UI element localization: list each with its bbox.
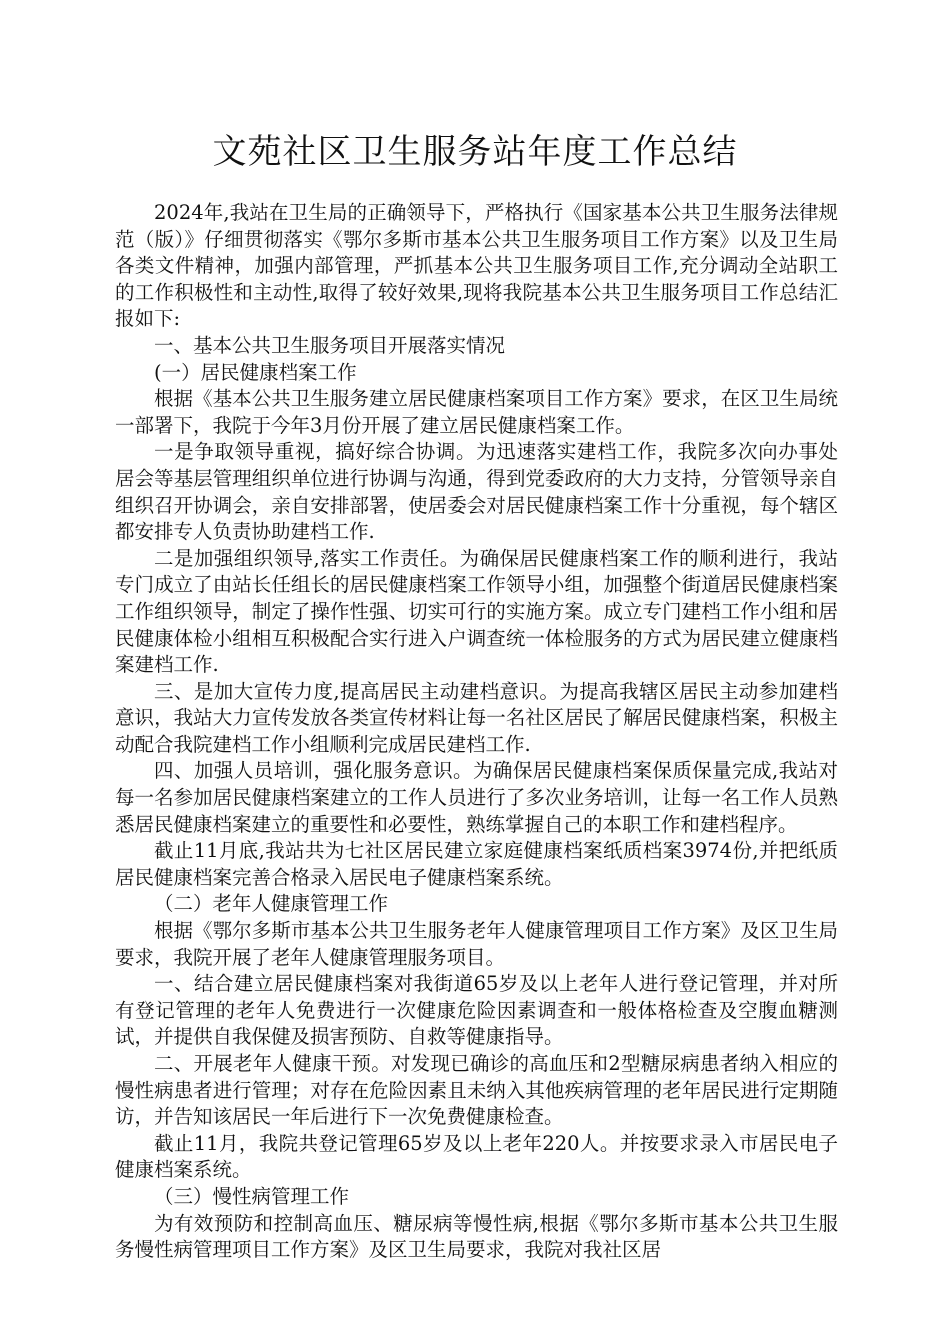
document-title: 文苑社区卫生服务站年度工作总结 <box>212 132 738 172</box>
paragraph: 二是加强组织领导,落实工作责任。为确保居民健康档案工作的顺利进行，我站专门成立了由站长任组长的居民健康档案工作领导小组，加强整个街道居民健康档案工作组织领导，制定了操作性强、切实可行的实施方案。成立专门建档工作小组和居民健康体检小组相互积极配合实行进入户调查统一体检服务的方式为居民建立健康档案建档工作. <box>115 546 838 677</box>
document-body <box>115 200 838 1264</box>
paragraph: 为有效预防和控制高血压、糖尿病等慢性病,根据《鄂尔多斯市基本公共卫生服务慢性病管理项目工作方案》及区卫生局要求，我院对我社区居 <box>115 1211 838 1262</box>
paragraph: 一是争取领导重视，搞好综合协调。为迅速落实建档工作，我院多次向办事处 居会等基层管理组织单位进行协调与沟通，得到党委政府的大力支持，分管领导亲自组织召开协调会，亲自安排部署，使居委会对居民健康档案工作十分重视，每个辖区都安排专人负责协助建档工作. <box>115 440 838 544</box>
paragraph: 根据《基本公共卫生服务建立居民健康档案项目工作方案》要求，在区卫生局统一部署下，我院于今年3月份开展了建立居民健康档案工作。 <box>115 387 838 437</box>
paragraph: 截止11月底,我站共为七社区居民建立家庭健康档案纸质档案3974份,并把纸质居民健康档案完善合格录入居民电子健康档案系统。 <box>115 839 838 889</box>
section-heading-1: 一、基本公共卫生服务项目开展落实情况 <box>154 333 506 357</box>
paragraph: 截止11月，我院共登记管理65岁及以上老年220人。并按要求录入市居民电子健康档案系统。 <box>115 1131 838 1182</box>
paragraph: 四、加强人员培训，强化服务意识。为确保居民健康档案保质保量完成,我站对每一名参加居民健康档案建立的工作人员进行了多次业务培训，让每一名工作人员熟悉居民健康档案建立的重要性和必要性，熟练掌握自己的本职工作和建档程序。 <box>115 759 838 836</box>
subsection-heading-health-records: (一）居民健康档案工作 <box>154 360 357 384</box>
subsection-heading-chronic-disease: （三）慢性病管理工作 <box>154 1184 350 1208</box>
paragraph: 根据《鄂尔多斯市基本公共卫生服务老年人健康管理项目工作方案》及区卫生局要求，我院开展了老年人健康管理服务项目。 <box>115 919 838 969</box>
paragraph: 二、开展老年人健康干预。对发现已确诊的高血压和2型糖尿病患者纳入相应的慢性病患者进行管理；对存在危险因素且未纳入其他疾病管理的老年居民进行定期随访，并告知该居民一年后进行下一次免费健康检查。 <box>115 1052 838 1129</box>
paragraph-intro: 2024年,我站在卫生局的正确领导下，严格执行《国家基本公共卫生服务法律规范（版）》仔细贯彻落实《鄂尔多斯市基本公共卫生服务项目工作方案》以及卫生局各类文件精神，加强内部管理，严抓基本公共卫生服务项目工作,充分调动全站职工的工作积极性和主动性,取得了较好效果,现将我院基本公共卫生服务项目工作总结汇报如下: <box>115 201 838 331</box>
paragraph: 三、是加大宣传力度,提高居民主动建档意识。为提高我辖区居民主动参加建档意识，我站大力宣传发放各类宣传材料让每一名社区居民了解居民健康档案，积极主动配合我院建档工作小组顺利完成居民建档工作. <box>115 679 838 756</box>
subsection-heading-elderly-care: （二）老年人健康管理工作 <box>154 892 389 916</box>
paragraph: 一、结合建立居民健康档案对我街道65岁及以上老年人进行登记管理，并对所有登记管理的老年人免费进行一次健康危险因素调查和一般体格检查及空腹血糖测试，并提供自我保健及损害预防、自救等健康指导。 <box>115 972 838 1049</box>
